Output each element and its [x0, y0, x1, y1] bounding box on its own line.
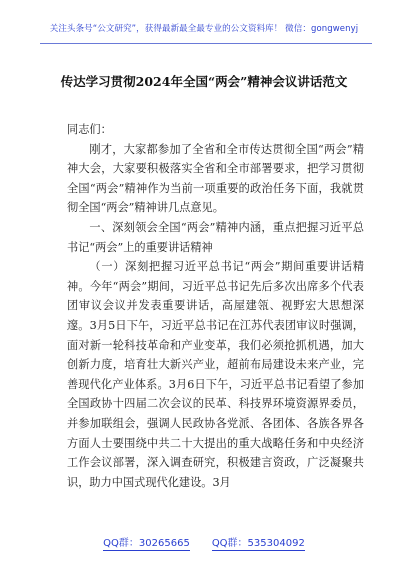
header-divider [40, 43, 372, 44]
header-banner: 关注头条号“公文研究”，获得最新最全最专业的公文资料库！ 微信：gongwenyj [49, 24, 359, 34]
salutation: 同志们： [67, 123, 112, 136]
document-body [67, 120, 364, 492]
paragraph-intro: 刚才，大家都参加了全省和全市传达贯彻全国“两会”精神大会，大家要积极落实全省和全市部署要求，把学习贯彻全国“两会”精神作为当前一项重要的政治任务下面，我就贯彻全国“两会”精神讲几点意见。 [67, 142, 364, 215]
paragraph-subsection-1: （一）深刻把握习近平总书记“两会”期间重要讲话精神。今年“两会”期间，习近平总书记先后多次出席多个代表团审议会议并发表重要讲话，高屋建瓴、视野宏大思想深邃。3月5日下午，习近平总书记在江苏代表团审议时强调，面对新一轮科技革命和产业变革，我们必须抢抓机遇，加大创新力度，培育壮大新兴产业，超前布局建设未来产业，完善现代化产业体系。3月6日下午，习近平总书记看望了参加全国政协十四届二次会议的民革、科技界环境资源界委员，并参加联组会，强调人民政协各党派、各团体、各族各界各方面人士要围绕中共二十大提出的重大战略任务和中央经济工作会议部署，深入调查研究，积极建言资政，广泛凝聚共识，助力中国式现代化建设。3月 [67, 260, 364, 489]
section-heading-1: 一、深刻领会全国“两会”精神内涵，重点把握习近平总书记“两会”上的重要讲话精神 [67, 220, 364, 254]
document-title: 传达学习贯彻2024年全国“两会”精神会议讲话范文 [60, 74, 348, 89]
footer [0, 534, 408, 551]
footer-qq-group-1: QQ群：30265665 [103, 534, 190, 551]
footer-qq-group-2: QQ群：535304092 [212, 534, 305, 551]
